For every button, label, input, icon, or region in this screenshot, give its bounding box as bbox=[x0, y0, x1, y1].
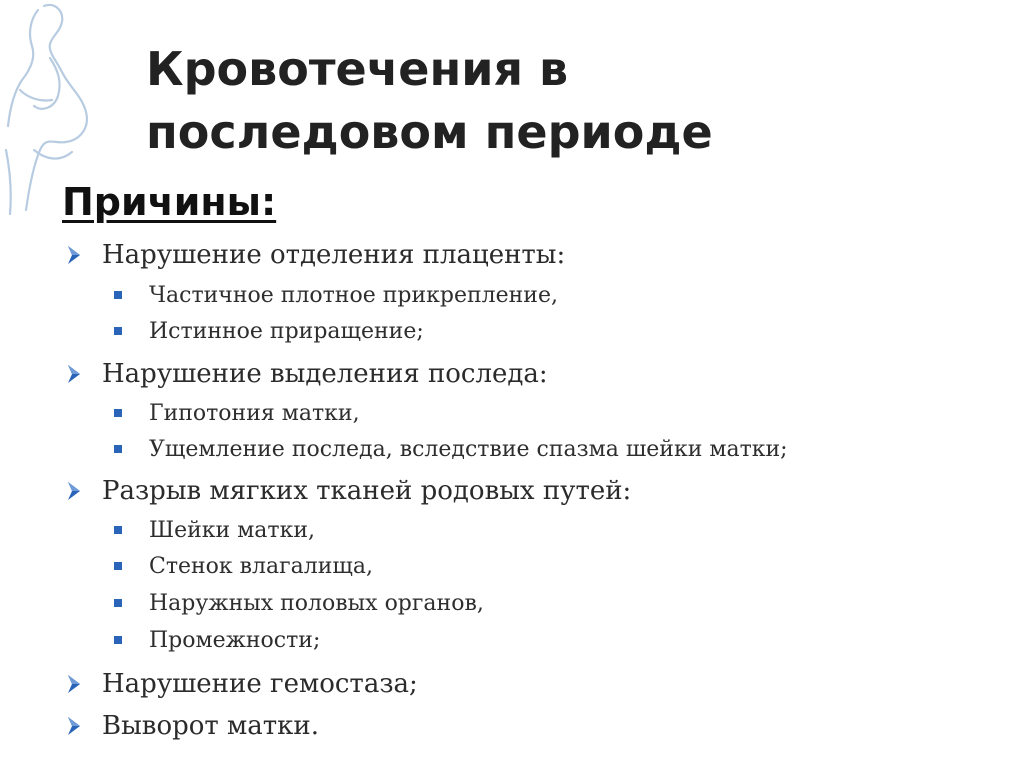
list-item-level2 bbox=[112, 514, 315, 546]
square-bullet-icon bbox=[114, 526, 122, 534]
square-bullet-icon bbox=[114, 409, 122, 417]
list-item-text: Частичное плотное прикрепление, bbox=[149, 282, 558, 308]
list-item-level1 bbox=[66, 237, 565, 273]
list-item-text: Нарушение гемостаза; bbox=[102, 669, 418, 699]
list-item-text: Промежности; bbox=[149, 627, 321, 653]
list-item-text: Нарушение отделения плаценты: bbox=[102, 240, 566, 270]
list-item-text: Наружных половых органов, bbox=[149, 590, 484, 616]
square-bullet-icon bbox=[114, 291, 122, 299]
list-item-text: Разрыв мягких тканей родовых путей: bbox=[102, 476, 632, 506]
list-item-text: Нарушение выделения последа: bbox=[102, 359, 548, 389]
list-item-text: Истинное приращение; bbox=[149, 318, 424, 344]
list-item-level1 bbox=[66, 708, 319, 744]
list-item-level2 bbox=[112, 279, 558, 311]
list-item-level1 bbox=[66, 666, 418, 702]
title-line-2: последовом периоде bbox=[146, 105, 713, 159]
list-item-text: Выворот матки. bbox=[102, 711, 319, 741]
list-item-text: Шейки матки, bbox=[149, 517, 315, 543]
list-item-level1 bbox=[66, 356, 548, 392]
square-bullet-icon bbox=[114, 562, 122, 570]
arrow-bullet-icon bbox=[66, 673, 102, 695]
square-bullet-icon bbox=[114, 599, 122, 607]
list-item-level2 bbox=[112, 433, 788, 465]
square-bullet-icon bbox=[114, 636, 122, 644]
list-item-level2 bbox=[112, 397, 360, 429]
section-heading: Причины: bbox=[62, 180, 277, 224]
list-item-text: Гипотония матки, bbox=[149, 400, 360, 426]
arrow-bullet-icon bbox=[66, 715, 102, 737]
list-item-level2 bbox=[112, 587, 484, 619]
square-bullet-icon bbox=[114, 445, 122, 453]
list-item-level1 bbox=[66, 473, 631, 509]
list-item-level2 bbox=[112, 315, 424, 347]
arrow-bullet-icon bbox=[66, 244, 102, 266]
arrow-bullet-icon bbox=[66, 480, 102, 502]
arrow-bullet-icon bbox=[66, 363, 102, 385]
square-bullet-icon bbox=[114, 327, 122, 335]
list-item-text: Стенок влагалища, bbox=[149, 553, 373, 579]
list-item-level2 bbox=[112, 550, 373, 582]
list-item-text: Ущемление последа, вследствие спазма шейки матки; bbox=[149, 436, 788, 462]
list-item-level2 bbox=[112, 624, 320, 656]
slide-title bbox=[146, 38, 986, 164]
title-line-1: Кровотечения в bbox=[146, 42, 569, 96]
